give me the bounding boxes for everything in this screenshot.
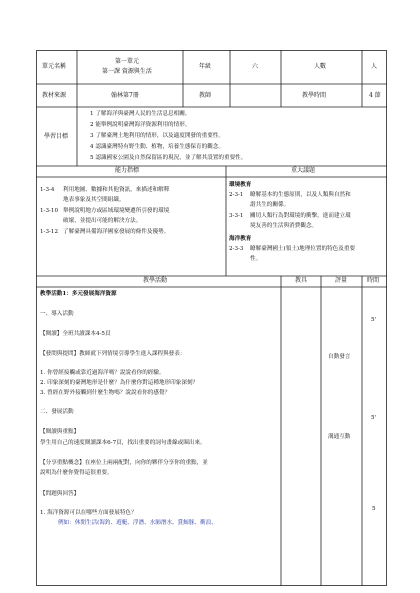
issue-line: 瞭解臺灣國土(領土)地理位置的特色及重要 <box>250 246 356 252</box>
grade-value: 六 <box>252 63 259 70</box>
time-value: 5 <box>372 506 376 512</box>
aids-column-header: 教具 <box>295 277 308 284</box>
development-heading: 二、發展活動 <box>40 409 74 415</box>
time-value: 4 節 <box>369 92 381 99</box>
competency-code: 1-3-4 <box>40 187 55 193</box>
grade-label: 年級 <box>199 63 212 70</box>
intro-heading: 一、導入活動 <box>40 311 74 317</box>
teacher-label: 教師 <box>199 92 212 99</box>
qa-heading: 【問題與回答】 <box>40 491 80 497</box>
activity-column-header: 教學活動 <box>143 277 168 284</box>
activity-title: 教學活動1：多元發展海洋資源 <box>40 291 117 297</box>
issue-line: 境友善的生活與消費觀念。 <box>250 223 318 229</box>
people-value: 人 <box>371 63 378 70</box>
eval-column-header: 評量 <box>335 277 348 284</box>
objective-item: 2 能舉例說明臺灣海洋資源利用的情形。 <box>90 122 191 128</box>
issue-line: 諧共生的關係。 <box>250 202 290 208</box>
reading-key-text: 學生用自己的速度閱讀課本6-7頁，找出重要的詞句畫線或圈出來。 <box>40 440 206 446</box>
unit-name-label: 單元名稱 <box>42 63 67 70</box>
share-instruction: 說明為什麼你覺得這很重要。 <box>40 470 113 476</box>
reading-instruction: 【閱讀】全班共讀課本4-5頁 <box>40 331 111 337</box>
textbook-label: 教材來源 <box>42 92 67 99</box>
evaluation-item: 自動發言 <box>328 354 351 360</box>
env-education-title: 環境教育 <box>229 182 252 188</box>
competency-line: 了解臺灣具備海洋國家發展的條件及優勢。 <box>63 229 170 235</box>
question-item: 2. 印象深刻的臺灣地形是什麼？為什麼你對這種地形印象深刻？ <box>40 380 199 386</box>
people-label: 人數 <box>314 63 327 70</box>
objective-item: 4 認識臺灣特有野生動、植物，培養生態保育的觀念。 <box>90 144 224 150</box>
issue-line: 瞭解基本的生態原則，以及人類與自然和 <box>250 192 351 198</box>
issue-code: 3-3-1 <box>229 213 244 219</box>
time-value: 5' <box>371 415 377 421</box>
objective-item: 3 了解臺灣土地利用的情形，以及適度開發的重要性。 <box>90 133 224 139</box>
competency-line: 地表事象及其空間組織。 <box>63 197 125 203</box>
competency-line: 破壞，並提出可能的解決方法。 <box>63 218 142 224</box>
time-column-header: 時間 <box>367 277 380 284</box>
unit-name-line2: 第一課 資源與生活 <box>102 68 152 75</box>
unit-name-line1: 第一單元 <box>115 58 140 65</box>
competency-code: 1-3-10 <box>40 208 59 214</box>
question-item: 3. 曾經在野外接觸到什麼生物嗎？說說看你的感覺？ <box>40 390 171 396</box>
competency-title: 能力指標 <box>115 167 140 174</box>
ocean-education-title: 海洋教育 <box>229 236 252 242</box>
textbook-value: 翰林第7冊 <box>111 92 139 99</box>
reading-key-heading: 【閱讀與重點】 <box>40 429 80 435</box>
question-item: 1. 你曾經接觸或靠近過海洋嗎？說說看你的經驗。 <box>40 370 165 376</box>
issue-line: 性。 <box>250 256 262 262</box>
competency-line: 舉例說明地方或區域環境變遷所引發的環境 <box>63 208 170 214</box>
objective-item: 5 認識國家公園及自然保留區的現況，並了解其設置的重要性。 <box>90 155 247 161</box>
question-prompt: 【發問與提問】教師就下列情境引導學生進入課程與發表： <box>40 351 186 357</box>
issue-code: 2-3-3 <box>229 246 244 252</box>
qa-example: 例如：休閒生活(海釣、遊艇、浮潛、水肺潛水、賞鯨豚、衝浪、 <box>58 520 217 526</box>
issues-title: 重大議題 <box>291 167 316 174</box>
share-instruction: 【分享重點概念】在座位上兩兩配對，向你的夥伴分享你的重點，並 <box>40 460 208 466</box>
competency-code: 1-3-12 <box>40 229 59 235</box>
competency-line: 利用地圖、數據和其他資訊，來描述和解釋 <box>63 187 170 193</box>
time-value: 5' <box>371 317 377 323</box>
objective-item: 1 了解海洋與臺灣人民的生活息息相關。 <box>90 111 191 117</box>
time-label: 教學時間 <box>302 92 327 99</box>
issue-line: 關切人類行為對環境的衝擊，進而建立環 <box>250 213 351 219</box>
qa-question: 1. 海洋資源可以在哪些方面發展特色？ <box>40 510 137 516</box>
issue-code: 2-3-1 <box>229 192 244 198</box>
objectives-label: 學習目標 <box>44 133 69 140</box>
evaluation-item: 溝通互動 <box>328 434 351 440</box>
